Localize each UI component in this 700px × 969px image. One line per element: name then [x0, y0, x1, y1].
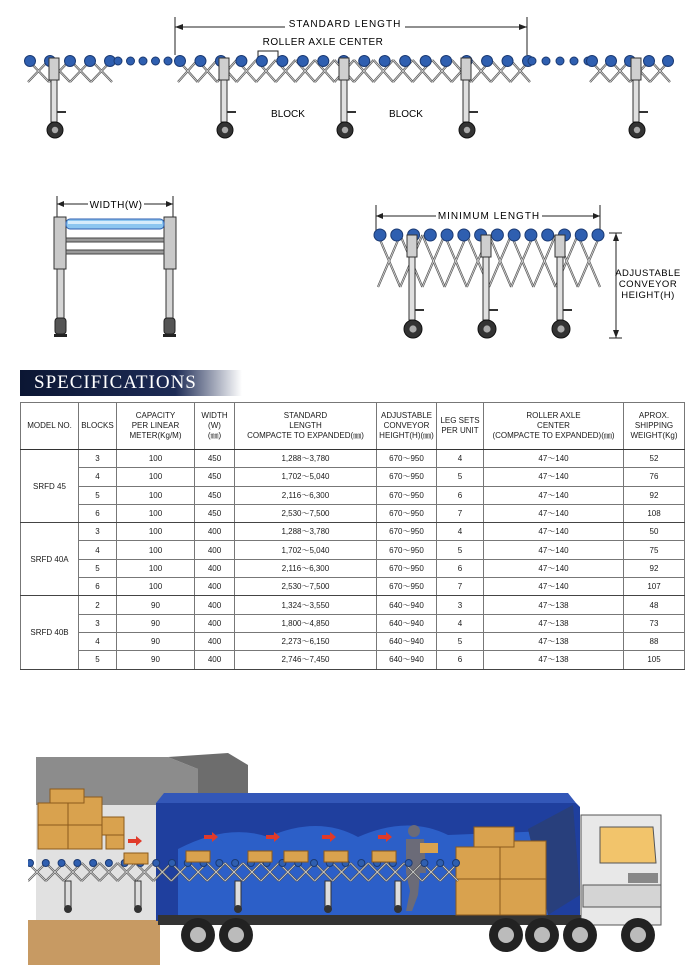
- column-header: CAPACITY PER LINEAR METER(Kg/M): [117, 403, 195, 450]
- table-row: [21, 450, 685, 468]
- roller: [42, 860, 49, 867]
- table-cell: 670～950: [377, 578, 437, 596]
- table-cell: 52: [624, 450, 685, 468]
- roller: [114, 57, 122, 65]
- table-cell: 47～140: [484, 450, 624, 468]
- roller: [74, 860, 81, 867]
- table-cell: 92: [624, 486, 685, 504]
- table-row: [21, 596, 685, 614]
- table-cell: 2: [79, 596, 117, 614]
- column-header: MODEL NO.: [21, 403, 79, 450]
- roller: [25, 56, 36, 67]
- table-cell: 400: [195, 541, 235, 559]
- table-row: [21, 632, 685, 650]
- height-label-line2: CONVEYOR: [618, 279, 678, 290]
- roller: [85, 56, 96, 67]
- expanded-conveyor-diagram: [0, 0, 700, 160]
- table-cell: 100: [117, 468, 195, 486]
- table-cell: 400: [195, 578, 235, 596]
- table-cell: 400: [195, 651, 235, 669]
- table-cell: 670～950: [377, 450, 437, 468]
- table-cell: 670～950: [377, 541, 437, 559]
- roller: [421, 860, 428, 867]
- table-cell: 6: [79, 578, 117, 596]
- table-cell: 400: [195, 614, 235, 632]
- table-cell: 47～140: [484, 523, 624, 541]
- table-row: [21, 468, 685, 486]
- roller: [28, 860, 34, 867]
- table-row: [21, 559, 685, 577]
- table-cell: 1,288～3,780: [235, 450, 377, 468]
- table-cell: 100: [117, 541, 195, 559]
- roller: [437, 860, 444, 867]
- roller: [556, 57, 564, 65]
- table-cell: 2,530～7,500: [235, 578, 377, 596]
- roller-axle-center-label: ROLLER AXLE CENTER: [262, 37, 384, 48]
- roller: [441, 56, 452, 67]
- table-cell: 105: [624, 651, 685, 669]
- table-cell: 7: [437, 504, 484, 522]
- table-cell: 100: [117, 450, 195, 468]
- table-cell: 5: [79, 651, 117, 669]
- table-cell: 88: [624, 632, 685, 650]
- roller: [256, 56, 267, 67]
- roller: [453, 860, 460, 867]
- table-cell: 100: [117, 578, 195, 596]
- table-cell: 47～138: [484, 596, 624, 614]
- table-cell: 5: [437, 632, 484, 650]
- table-cell: 47～140: [484, 559, 624, 577]
- table-cell: 670～950: [377, 559, 437, 577]
- table-cell: 6: [437, 559, 484, 577]
- roller: [90, 860, 97, 867]
- table-cell: 400: [195, 523, 235, 541]
- table-cell: 670～950: [377, 468, 437, 486]
- table-cell: 3: [79, 614, 117, 632]
- table-row: [21, 614, 685, 632]
- table-cell: 76: [624, 468, 685, 486]
- table-cell: 1,800～4,850: [235, 614, 377, 632]
- table-cell: 47～140: [484, 578, 624, 596]
- table-cell: 3: [437, 596, 484, 614]
- table-cell: 400: [195, 632, 235, 650]
- table-cell: 47～140: [484, 504, 624, 522]
- roller: [420, 56, 431, 67]
- minimum-length-label: MINIMUM LENGTH: [437, 211, 541, 222]
- height-label-line1: ADJUSTABLE: [615, 268, 681, 279]
- table-cell: 2,116～6,300: [235, 486, 377, 504]
- roller: [169, 860, 176, 867]
- table-cell: 75: [624, 541, 685, 559]
- roller: [152, 57, 160, 65]
- height-label-line3: HEIGHT(H): [621, 290, 675, 301]
- table-cell: 450: [195, 450, 235, 468]
- table-cell: 3: [79, 523, 117, 541]
- table-cell: 1,702～5,040: [235, 541, 377, 559]
- block-label-left: BLOCK: [271, 109, 305, 120]
- table-cell: 4: [79, 632, 117, 650]
- block-label-right: BLOCK: [389, 109, 423, 120]
- table-row: [21, 523, 685, 541]
- table-cell: 108: [624, 504, 685, 522]
- table-cell: 1,288～3,780: [235, 523, 377, 541]
- roller: [297, 56, 308, 67]
- table-cell: 400: [195, 559, 235, 577]
- table-row: [21, 651, 685, 669]
- roller: [502, 56, 513, 67]
- roller: [663, 56, 674, 67]
- roller: [277, 56, 288, 67]
- roller: [542, 229, 554, 241]
- table-cell: 4: [79, 468, 117, 486]
- table-cell: 100: [117, 523, 195, 541]
- table-cell: 2,273～6,150: [235, 632, 377, 650]
- standard-length-label: STANDARD LENGTH: [288, 19, 402, 30]
- column-header: BLOCKS: [79, 403, 117, 450]
- table-cell: 2,530～7,500: [235, 504, 377, 522]
- roller: [606, 56, 617, 67]
- table-cell: 4: [437, 450, 484, 468]
- table-cell: 47～138: [484, 614, 624, 632]
- table-cell: 107: [624, 578, 685, 596]
- roller: [105, 860, 112, 867]
- table-cell: 4: [437, 614, 484, 632]
- table-cell: 100: [117, 486, 195, 504]
- column-header: APROX. SHIPPING WEIGHT(Kg): [624, 403, 685, 450]
- roller: [528, 57, 536, 65]
- table-cell: 640～940: [377, 632, 437, 650]
- roller: [359, 56, 370, 67]
- table-cell: 450: [195, 468, 235, 486]
- roller: [139, 57, 147, 65]
- table-cell: 47～138: [484, 632, 624, 650]
- specifications-table: [20, 402, 685, 670]
- roller: [65, 56, 76, 67]
- roller: [592, 229, 604, 241]
- roller: [587, 56, 598, 67]
- table-cell: 92: [624, 559, 685, 577]
- table-cell: 7: [437, 578, 484, 596]
- table-cell: 3: [79, 450, 117, 468]
- roller: [127, 57, 135, 65]
- model-cell: SRFD 45: [21, 450, 79, 523]
- table-cell: 6: [437, 486, 484, 504]
- table-cell: 5: [437, 541, 484, 559]
- model-cell: SRFD 40A: [21, 523, 79, 596]
- table-cell: 670～950: [377, 523, 437, 541]
- roller: [575, 229, 587, 241]
- table-row: [21, 578, 685, 596]
- roller: [236, 56, 247, 67]
- table-cell: 48: [624, 596, 685, 614]
- table-cell: 4: [79, 541, 117, 559]
- table-row: [21, 541, 685, 559]
- column-header: STANDARD LENGTH COMPACTE TO EXPANDED(㎜): [235, 403, 377, 450]
- model-cell: SRFD 40B: [21, 596, 79, 669]
- table-cell: 100: [117, 559, 195, 577]
- table-cell: 640～940: [377, 651, 437, 669]
- table-cell: 90: [117, 614, 195, 632]
- roller: [175, 56, 186, 67]
- table-cell: 670～950: [377, 486, 437, 504]
- roller: [441, 229, 453, 241]
- table-cell: 670～950: [377, 504, 437, 522]
- truck-loading-illustration: [28, 745, 688, 965]
- roller: [232, 860, 239, 867]
- table-cell: 5: [79, 486, 117, 504]
- roller: [491, 229, 503, 241]
- column-header: WIDTH (W) (㎜): [195, 403, 235, 450]
- roller: [311, 860, 318, 867]
- table-cell: 5: [437, 468, 484, 486]
- table-cell: 400: [195, 596, 235, 614]
- table-cell: 73: [624, 614, 685, 632]
- table-cell: 450: [195, 504, 235, 522]
- width-end-view-diagram: [40, 190, 190, 350]
- roller: [164, 57, 172, 65]
- specifications-banner: [20, 370, 242, 396]
- table-cell: 2,746～7,450: [235, 651, 377, 669]
- table-cell: 47～140: [484, 486, 624, 504]
- roller: [374, 229, 386, 241]
- roller: [358, 860, 365, 867]
- table-cell: 47～140: [484, 468, 624, 486]
- table-cell: 100: [117, 504, 195, 522]
- table-cell: 6: [79, 504, 117, 522]
- roller: [508, 229, 520, 241]
- width-label: WIDTH(W): [89, 200, 143, 211]
- roller: [482, 56, 493, 67]
- roller: [405, 860, 412, 867]
- roller: [391, 229, 403, 241]
- roller: [400, 56, 411, 67]
- roller: [458, 229, 470, 241]
- table-cell: 1,324～3,550: [235, 596, 377, 614]
- table-cell: 640～940: [377, 596, 437, 614]
- roller: [542, 57, 550, 65]
- table-cell: 90: [117, 651, 195, 669]
- column-header: ADJUSTABLE CONVEYOR HEIGHT(H)(㎜): [377, 403, 437, 450]
- table-row: [21, 504, 685, 522]
- compact-conveyor-diagram: [360, 195, 700, 355]
- roller: [318, 56, 329, 67]
- table-cell: 450: [195, 486, 235, 504]
- table-cell: 47～140: [484, 541, 624, 559]
- table-row: [21, 486, 685, 504]
- roller: [570, 57, 578, 65]
- roller: [153, 860, 160, 867]
- roller: [195, 56, 206, 67]
- table-cell: 1,702～5,040: [235, 468, 377, 486]
- table-cell: 5: [79, 559, 117, 577]
- table-cell: 90: [117, 596, 195, 614]
- table-cell: 47～138: [484, 651, 624, 669]
- roller: [424, 229, 436, 241]
- column-header: LEG SETS PER UNIT: [437, 403, 484, 450]
- specifications-title: SPECIFICATIONS: [34, 372, 197, 393]
- roller: [525, 229, 537, 241]
- table-header-row: [21, 403, 685, 450]
- roller: [644, 56, 655, 67]
- table-cell: 6: [437, 651, 484, 669]
- table-cell: 4: [437, 523, 484, 541]
- table-cell: 50: [624, 523, 685, 541]
- roller: [379, 56, 390, 67]
- table-cell: 90: [117, 632, 195, 650]
- table-cell: 640～940: [377, 614, 437, 632]
- roller: [216, 860, 223, 867]
- roller: [58, 860, 65, 867]
- column-header: ROLLER AXLE CENTER (COMPACTE TO EXPANDED)(㎜): [484, 403, 624, 450]
- table-cell: 2,116～6,300: [235, 559, 377, 577]
